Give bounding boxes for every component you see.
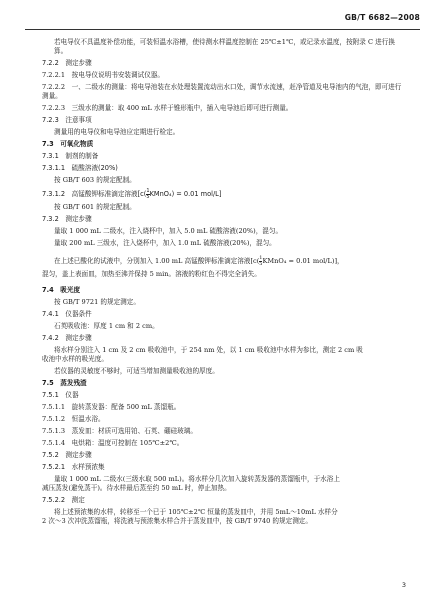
section-heading: 7.2.3 注意事项 bbox=[42, 116, 92, 124]
section-heading: 7.5.2.2 测定 bbox=[42, 496, 85, 504]
paragraph: 测量用的电导仪和电导池应定期进行检定。 bbox=[54, 128, 180, 136]
section-heading: 7.3 可氧化物质 bbox=[42, 140, 94, 148]
list-item: 7.5.1.1 旋转蒸发器：配备 500 mL 蒸馏瓶。 bbox=[42, 403, 181, 411]
document-body bbox=[42, 38, 406, 526]
paragraph: 混匀，盖上表面皿，加热至沸并保持 5 min。溶液的粉红色不得完全消失。 bbox=[42, 270, 261, 278]
paragraph: 若仪器的灵敏度不够时，可适当增加测量吸收池的厚度。 bbox=[54, 367, 219, 375]
paragraph: 量取 200 mL 三级水，注入烧杯中，加入 1.0 mL 硫酸溶液(20%)，混匀。 bbox=[54, 239, 276, 247]
paragraph: 若电导仪不具温度补偿功能，可装恒温水浴槽，使待测水样温度控制在 25℃±1℃，或记录水温度，按附录 C 进行换算。 bbox=[54, 38, 395, 55]
section-heading: 7.4 吸光度 bbox=[42, 286, 81, 294]
standard-number: GB/T 6682—2008 bbox=[344, 13, 420, 22]
paragraph: 量取 1 000 mL 二级水，注入烧杯中，加入 5.0 mL 硫酸溶液(20%)，混匀。 bbox=[54, 227, 283, 235]
list-item: 7.5.1.2 恒温水浴。 bbox=[42, 415, 105, 423]
paragraph: 将水样分别注入 1 cm 及 2 cm 吸收池中，于 254 nm 处，以 1 cm 吸收池中水样为参比，测定 2 cm 吸 bbox=[54, 346, 363, 354]
section-heading: 7.2.2 测定步骤 bbox=[42, 59, 92, 67]
fraction-numerator: 1 bbox=[146, 188, 150, 194]
paragraph: 按 GB/T 603 的规定配制。 bbox=[54, 176, 136, 184]
paragraph: 按 GB/T 9721 的规定测定。 bbox=[54, 298, 140, 306]
kmno4-suffix: KMnO₄) = 0.01 mol/L] bbox=[149, 190, 222, 198]
section-heading: 7.4.1 仪器条件 bbox=[42, 310, 92, 318]
fraction-denominator: 5 bbox=[259, 260, 263, 267]
titration-prefix: 在上述已酸化的试液中，分别加入 1.00 mL 高锰酸钾标准滴定溶液[c( bbox=[54, 257, 260, 265]
paragraph: 石英吸收池：厚度 1 cm 和 2 cm。 bbox=[54, 322, 159, 330]
header-rule bbox=[25, 29, 420, 30]
section-heading: 7.5.2.1 水样预浓集 bbox=[42, 463, 105, 471]
fraction-numerator: 1 bbox=[259, 255, 263, 261]
paragraph: 收池中水样的吸光度。 bbox=[42, 355, 108, 363]
paragraph: 2 次～3 次冲洗蒸馏瓶，将洗液与预浓集水样合并于蒸发皿中，按 GB/T 9740 的规定测定。 bbox=[42, 517, 312, 525]
page-number: 3 bbox=[401, 581, 406, 589]
paragraph: 7.2.2.3 三级水的测量：取 400 mL 水样于锥形瓶中，插入电导池后即可进行测量。 bbox=[42, 104, 293, 112]
titration-suffix: KMnO₄ = 0.01 mol/L)]， bbox=[262, 257, 344, 265]
section-heading: 7.3.1.1 硫酸溶液(20%) bbox=[42, 164, 118, 172]
kmno4-prefix: 7.3.1.2 高锰酸钾标准滴定溶液[c( bbox=[42, 190, 147, 198]
section-heading: 7.5.2 测定步骤 bbox=[42, 451, 92, 459]
list-item: 7.5.1.4 电烘箱：温度可控制在 105℃±2℃。 bbox=[42, 439, 184, 447]
paragraph: 将上述预浓集的水样，转移至一个已于 105℃±2℃ 恒量的蒸发皿中，并用 5mL～10mL 水样分 bbox=[54, 508, 338, 516]
paragraph: 减压蒸发(避免蒸干)。待水样最后蒸至约 50 mL 时，停止加热。 bbox=[42, 484, 231, 492]
titration-paragraph bbox=[42, 255, 406, 267]
kmno4-heading bbox=[42, 188, 406, 200]
fraction-denominator: 5 bbox=[146, 193, 150, 200]
section-heading: 7.5.1 仪器 bbox=[42, 391, 79, 399]
section-heading: 7.4.2 测定步骤 bbox=[42, 334, 92, 342]
section-heading: 7.5 蒸发残渣 bbox=[42, 379, 87, 387]
section-heading: 7.3.2 测定步骤 bbox=[42, 215, 92, 223]
paragraph: 量取 1 000 mL 二级水(三级水取 500 mL)。将水样分几次加入旋转蒸发器的蒸馏瓶中，于水浴上 bbox=[54, 475, 340, 483]
paragraph: 7.2.2.1 按电导仪说明书安装调试仪器。 bbox=[42, 71, 164, 79]
paragraph: 7.2.2.2 一、二级水的测量：将电导池装在水处理装置流动出水口处，调节水流速，赶净管道及电导池内的气泡，即可进行测量。 bbox=[42, 83, 402, 100]
paragraph: 按 GB/T 601 的规定配制。 bbox=[54, 203, 136, 211]
list-item: 7.5.1.3 蒸发皿：材质可选用铂、石英、硼硅玻璃。 bbox=[42, 427, 197, 435]
section-heading: 7.3.1 制剂的制备 bbox=[42, 152, 99, 160]
